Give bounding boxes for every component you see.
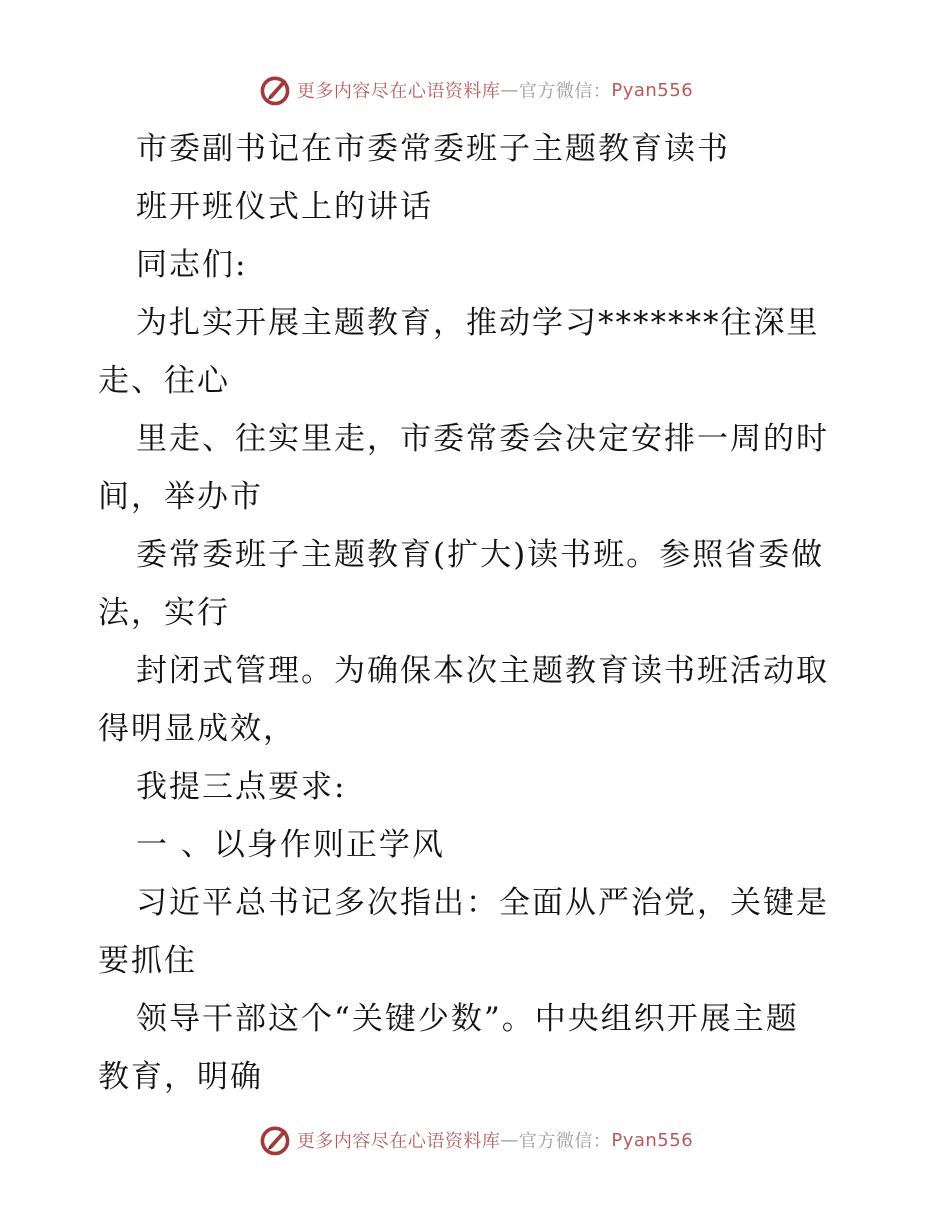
brand-logo-icon	[257, 72, 293, 108]
doc-line: 得明显成效，	[98, 711, 296, 747]
doc-line: 封闭式管理。为确保本次主题教育读书班活动取	[136, 653, 829, 689]
section-heading: 一 、以身作则正学风	[136, 827, 445, 863]
doc-line: 同志们:	[136, 247, 248, 283]
banner-account: Pyan556	[611, 1129, 694, 1151]
doc-line: 班开班仪式上的讲话	[136, 189, 433, 225]
doc-line: 法，实行	[98, 595, 230, 631]
doc-line: 为扎实开展主题教育，推动学习*******往深里	[136, 305, 820, 341]
doc-line: 里走、往实里走，市委常委会决定安排一周的时	[136, 421, 829, 457]
doc-line: 要抓住	[98, 943, 197, 979]
document-body	[98, 120, 858, 1106]
doc-line: 领导干部这个“关键少数”。中央组织开展主题	[136, 1001, 799, 1037]
brand-logo-icon	[257, 1122, 293, 1158]
banner-separator: —	[500, 1129, 519, 1151]
doc-line: 委常委班子主题教育(扩大)读书班。参照省委做	[136, 537, 825, 573]
doc-line: 走、往心	[98, 363, 230, 399]
doc-line: 习近平总书记多次指出：全面从严治党，关键是	[136, 885, 829, 921]
header-watermark-banner	[0, 68, 950, 112]
banner-account-label: 官方微信：	[518, 81, 612, 102]
banner-account-label: 官方微信：	[518, 1131, 612, 1152]
doc-line: 我提三点要求:	[136, 769, 347, 805]
doc-line: 市委副书记在市委常委班子主题教育读书	[136, 131, 730, 167]
banner-text: 更多内容尽在心语资料库	[296, 1131, 501, 1152]
banner-account: Pyan556	[611, 79, 694, 101]
doc-line: 教育，明确	[98, 1059, 263, 1095]
banner-text: 更多内容尽在心语资料库	[296, 81, 501, 102]
footer-watermark-banner	[0, 1118, 950, 1162]
doc-line: 间，举办市	[98, 479, 263, 515]
banner-separator: —	[500, 79, 519, 101]
